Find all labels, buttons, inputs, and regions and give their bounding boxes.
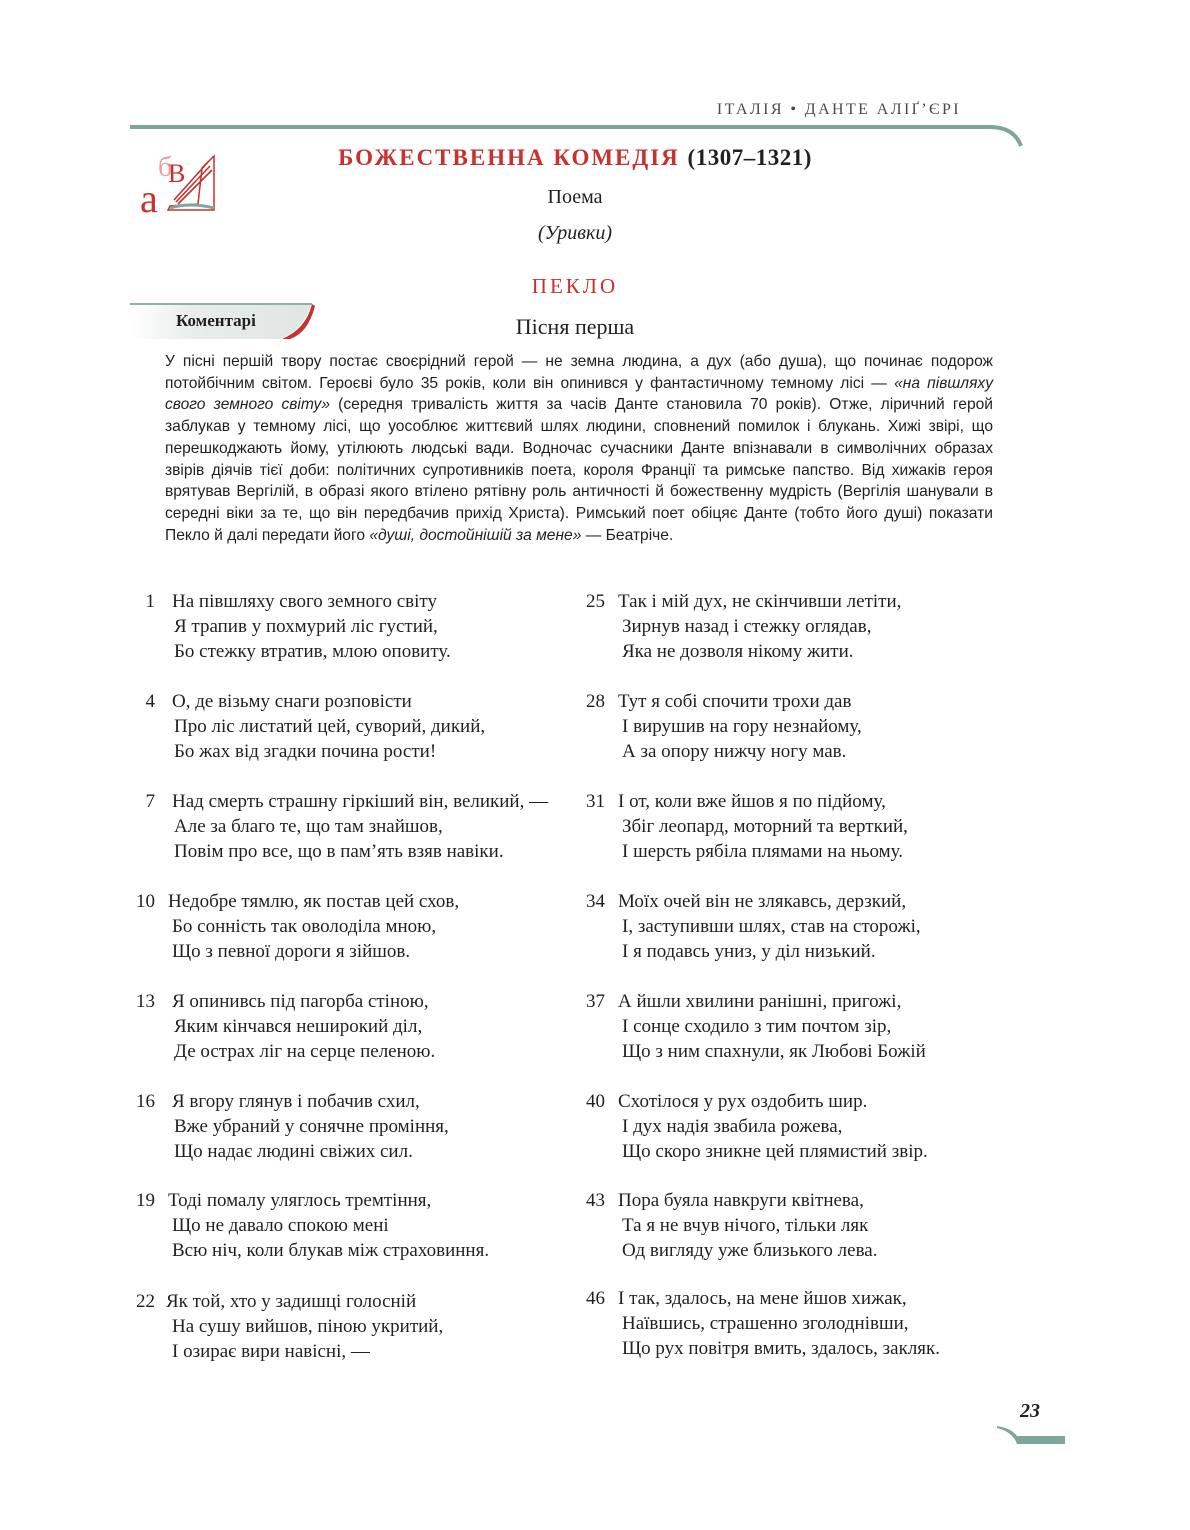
verse-line: Що з певної дороги я зійшов.	[172, 941, 411, 962]
stanza-number: 25	[586, 591, 605, 612]
svg-text:В: В	[168, 159, 186, 188]
verse-line: І, заступивши шлях, став на сторожі,	[622, 916, 921, 937]
verse-line: Повім про все, що в пам’ять взяв навіки.	[174, 841, 504, 862]
stanza-number: 46	[586, 1288, 605, 1309]
svg-text:б: б	[158, 152, 173, 183]
verse-line: Пора буяла навкруги квітнева,	[618, 1190, 864, 1211]
verse-line: Тут я собі спочити трохи дав	[618, 691, 852, 712]
verse-line: Всю ніч, коли блукав між страховиння.	[172, 1240, 490, 1261]
stanza-number: 37	[586, 991, 605, 1012]
excerpt-note: (Уривки)	[537, 222, 612, 244]
verse-line: Я опинивсь під пагорба стіною,	[172, 991, 429, 1012]
verse-line: На сушу вийшов, піною укритий,	[172, 1316, 444, 1337]
verse-line: Так і мій дух, не скінчивши летіти,	[618, 591, 902, 612]
stanza-number: 40	[586, 1091, 605, 1112]
verse-line: Вже убраний у сонячне проміння,	[174, 1116, 449, 1137]
commentary-quote: «на півшляху свого земного світу»	[165, 374, 994, 414]
verse-line: І вирушив на гору незнайому,	[622, 716, 862, 737]
verse-line: Схотілося у рух оздобить шир.	[618, 1091, 868, 1112]
verse-line: О, де візьму снаги розповісти	[172, 691, 412, 712]
verse-line: Я вгору глянув і побачив схил,	[172, 1091, 420, 1112]
commentary-tab-label: Коментарі	[176, 311, 256, 330]
verse-line: Але за благо те, що там знайшов,	[174, 816, 443, 837]
verse-line: Я трапив у похмурий ліс густий,	[174, 616, 438, 637]
work-name: БОЖЕСТВЕННА КОМЕДІЯ	[338, 145, 680, 170]
verse-line: Про ліс листатий цей, суворий, дикий,	[174, 716, 486, 737]
verse-line: Яким кінчався неширокий діл,	[174, 1016, 423, 1037]
verse-line: На півшляху свого земного світу	[172, 591, 437, 612]
verse-line: Що скоро зникне цей плямистий звір.	[622, 1141, 928, 1162]
part-title: ПЕКЛО	[531, 274, 619, 298]
commentary-quote: «душі, достойнішій за мене»	[369, 526, 582, 544]
commentary-text-part: (середня тривалість життя за часів Данте становила 70 років). Отже, ліричний герой заблукав у темному лісі, що уособлює життєвий шлях людини, сповнений помилок і блукань. Хижі звірі, що перешкоджають йому, утілюють людські вади. Водночас сучасники Данте впізнавали в символічних образах звірів діячів тієї доби: політичних супротивників поета, короля Франції та римське папство. Від хижаків героя врятував Вергілій, в образі якого втілено рятівну роль античності й божественну мудрість (Вергілія шанували в середні віки за те, що він передбачив прихід Христа). Римський поет обіцяє Данте (тобто його душі) показати Пекло й далі передати його	[165, 396, 993, 544]
verse-line: І шерсть рябіла плямами на ньому.	[622, 841, 903, 862]
stanza-number: 28	[586, 691, 605, 712]
verse-line: І так, здалось, на мене йшов хижак,	[618, 1288, 907, 1309]
verse-line: Бо жах від згадки почина рости!	[174, 741, 437, 762]
verse-line: Наївшись, страшенно зголоднівши,	[622, 1313, 909, 1334]
stanza-number: 1	[145, 591, 155, 612]
verse-line: Яка не дозволя нікому жити.	[622, 641, 854, 662]
verse-line: Що рух повітря вмить, здалось, закляк.	[622, 1338, 941, 1359]
verse-line: Тоді помалу уляглось тремтіння,	[168, 1190, 432, 1211]
verse-line: І дух надія звабила рожева,	[622, 1116, 843, 1137]
verse-line: А за опору нижчу ногу мав.	[622, 741, 847, 762]
svg-text:а: а	[140, 176, 158, 221]
verse-line: Що надає людині свіжих сил.	[174, 1141, 413, 1162]
stanza-number: 22	[136, 1291, 155, 1312]
work-years: (1307–1321)	[687, 145, 812, 170]
verse-line: Як той, хто у задишці голосній	[166, 1291, 417, 1312]
verse-line: Та я не вчув нічого, тільки ляк	[622, 1215, 869, 1236]
verse-line: Де острах ліг на серце пеленою.	[174, 1041, 436, 1062]
stanza-number: 4	[145, 691, 155, 712]
footer-decoration	[995, 1424, 1067, 1446]
verse-line: Моїх очей він не злякавсь, дерзкий,	[618, 891, 907, 912]
work-title	[0, 145, 1150, 171]
stanza-number: 31	[586, 791, 605, 812]
verse-line: Бо стежку втратив, млою оповиту.	[174, 641, 451, 662]
genre-label: Поема	[547, 186, 603, 208]
commentary-text	[165, 351, 993, 546]
stanza-number: 10	[136, 891, 155, 912]
stanza-number: 43	[586, 1190, 605, 1211]
verse-line: Над смерть страшну гіркіший він, великий, —	[172, 791, 549, 812]
commentary-text-part: У пісні першій твору постає своєрідний герой — не земна людина, а дух (або душа), що починає подорож потойбічним світом. Героєві було 35 років, коли він опинився у фантастичному темному лісі —	[165, 353, 993, 392]
verse-line: Збіг леопард, моторний та верткий,	[622, 816, 908, 837]
verse-line: А йшли хвилини ранішні, пригожі,	[618, 991, 902, 1012]
stanza-number: 16	[136, 1091, 155, 1112]
verse-line: Зирнув назад і стежку оглядав,	[622, 616, 872, 637]
canto-title: Пісня перша	[515, 314, 635, 339]
page-number: 23	[1020, 1400, 1040, 1422]
stanza-number: 7	[145, 791, 155, 812]
stanza-number: 19	[136, 1190, 155, 1211]
running-header: ІТАЛІЯ • ДАНТЕ АЛІҐ’ЄРІ	[716, 101, 961, 118]
stanza-number: 34	[586, 891, 605, 912]
verse-line: Що не давало спокою мені	[172, 1215, 389, 1236]
verse-line: Що з ним спахнули, як Любові Божій	[622, 1041, 926, 1062]
verse-line: Бо сонність так оволоділа мною,	[172, 916, 437, 937]
verse-line: І я подавсь униз, у діл низький.	[622, 941, 876, 962]
stanza-number: 13	[136, 991, 155, 1012]
verse-line: Од вигляду уже близького лева.	[622, 1240, 878, 1261]
commentary-text-part: — Беатріче.	[581, 526, 674, 544]
verse-line: І от, коли вже йшов я по підйому,	[618, 791, 886, 812]
commentary-tab	[130, 303, 315, 341]
verse-line: І сонце сходило з тим почтом зір,	[622, 1016, 892, 1037]
verse-line: Недобре тямлю, як постав цей схов,	[168, 891, 460, 912]
verse-line: І озирає вири навісні, —	[172, 1341, 370, 1362]
